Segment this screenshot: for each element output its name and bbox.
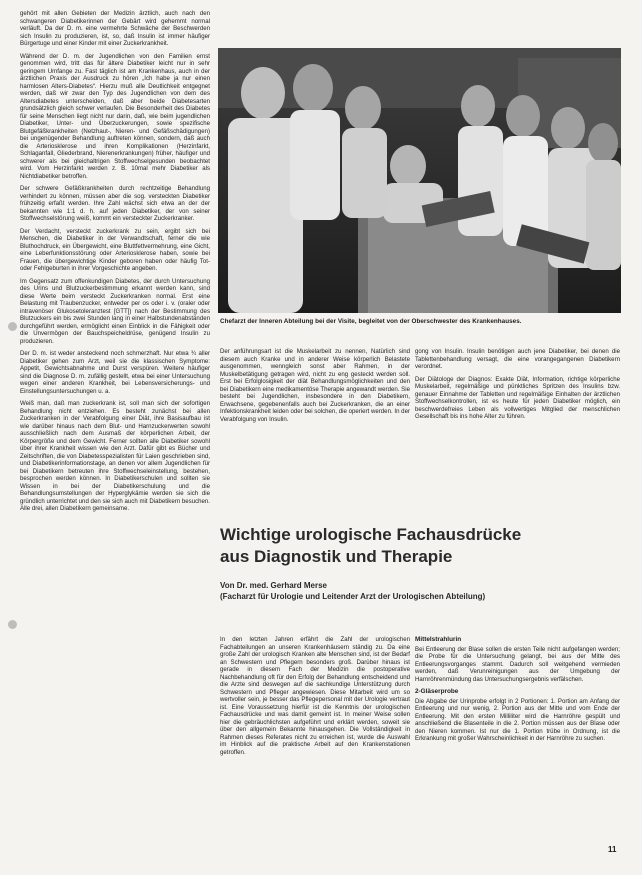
binding-hole-mark [8, 322, 17, 331]
mid-right-column [415, 348, 620, 508]
paragraph: Der D. m. ist weder ansteckend noch schmerzhaft. Nur etwa ¾ aller Diabetiker gehen zum Arzt, weil sie die klassischen Symptome: Appetit, Gewichtsabnahme und Durst verspüren. Weitere häufiger sind die Diagnose D. m. zufällig gestellt, etwa bei einer Untersuchung wegen einer anderen Krankheit, bei Lebensversicherungs- und Einstellungsuntersuchungen u. a. [20, 350, 210, 395]
paragraph: Der Diätologe der Diagnos: Exakte Diät, Information, richtige körperliche Muskelarbeit, regelmäßige und pünktliches Spritzen des Insulins bzw. genauer Einnahme der Tabletten und regelmäßige Einhalten der ärztlichen Stoffwechselkontrollen, ist es heute für jeden Diabetiker möglich, ein beschwerdefreies Leben als vollwertiges Mitglied der menschlichen Gesellschaft bis ins hohe Alter zu führen. [415, 375, 620, 420]
section-heading: Mittelstrahlurin [415, 636, 462, 643]
author-title: (Facharzt für Urologie und Leitender Arzt der Urologischen Abteilung) [220, 592, 486, 601]
bottom-left-column [220, 636, 410, 854]
headline-line: Wichtige urologische Fachausdrücke [220, 525, 522, 544]
photo-illustration [218, 48, 621, 313]
page-number: 11 [608, 845, 617, 854]
paragraph: Während der D. m. der Jugendlichen von den Familien ernst genommen wird, tritt das für ältere Diabetiker leicht nur in sehr geringem Umfange zu. Fast täglich ist am Krankenhaus, auch in der ärztlichen Praxis der Ausdruck zu hören „Ich habe ja nur einen harmlosen Alters-Diabetes“. Hierzu muß alle Deutlichkeit entgegnet werden, daß wir zwar den Typ des Jugendlichen von dem des Altersdiabetes unterscheiden, daß aber beide Diabetesarten grundsätzlich gleich schwer verlaufen. Die Besonderheit des Diabetes für seine Menschen liegt nicht nur darin, daß, wie beim jugendlichen Diabetiker, Unter- und Überzuckerungen, sowie spezifische Blutgefäßkrankheiten (Netzhaut-, Nieren- und Gefäßschädigungen) bei ungenügender Behandlung auftreten können, sondern, daß auch die Arteriosklerose und ihren Komplikationen (Herzinfarkt, Schlaganfall, Gliederbrand, Nierenerkrankungen) früher, häufiger und schwerer als bei gleichaltrigen Stoffwechselgesunden beobachtet wird. Vom Herzinfarkt werden z. B. 10mal mehr Diabetiker als Nichtdiabetiker betroffen. [20, 52, 210, 180]
headline-line: aus Diagnostik und Therapie [220, 547, 453, 566]
article-headline [220, 524, 620, 568]
paragraph: gong von Insulin. Insulin benötigen auch jene Diabetiker, bei denen die Tablettenbehandlung versagt, die eine vorangegangenen Diabetikern verordnet. [415, 348, 620, 370]
paragraph: Die Abgabe der Urinprobe erfolgt in 2 Portionen: 1. Portion am Anfang der Entleerung und nur wenig, 2. Portion aus der Mitte und vom Ende der Entleerung. Mit den ersten Milliliter wird die Harnröhre gespült und anschließend die Blasenteile in die 2. Portion müssen aus der Blase oder den Nieren kommen. Ist nur die 1. Portion trübe in Ordnung, ist die Erkrankung mit großer Wahrscheinlichkeit in der Harnröhre zu suchen. [415, 697, 620, 742]
paragraph: Bei Entleerung der Blase sollen die ersten Teile nicht aufgefangen werden; die Probe für die Untersuchung gelangt, bei aus der Mitte des Entleerungsvorganges stammt. Dadurch soll weitgehend vermieden werden, daß Verunreinigungen aus der Umgebung der Harnröhrenmündung das Untersuchungsergebnis verfälschen. [415, 645, 620, 683]
paragraph: Der schwere Gefäßkrankheiten durch rechtzeitige Behandlung verhindert zu können, müssen aber die sog. versteckten Diabetiker frühzeitig erfaßt werden. Ihre Zahl wächst sich etwa an der der bekannten wie 1:1 d. h. auf jeden Diabetiker, der von seiner Stoffwechselstörung weiß, kommt ein versteckter Zuckerkranker. [20, 185, 210, 222]
mid-left-column [220, 348, 410, 473]
paragraph: In den letzten Jahren erfährt die Zahl der urologischen Fachabteilungen an unseren Krankenhäusern ständig zu. Da eine große Zahl der urologisch Kranken alte Menschen sind, ist der Bedarf an Schwestern und Pflegern besonders groß. Darüber hinaus ist gerade in diesem Fach der Medizin die postoperative Nachbehandlung oft für den Erfolg der Behandlung entscheidend und die Arzte sind deswegen auf die sachkundige Unterstützung durch Schwestern und Pfleger angewiesen. Diese Mitarbeit wird um so wertvoller sein, je besser das Pflegepersonal mit der Urologie vertraut ist. Eine Voraussetzung hierfür ist die Kenntnis der urologischen Fachausdrücke und was damit gemeint ist. In meiner Weise sollen hier die gebräuchlichsten aufgeführt und erklärt werden, soweit sie über den allgemein Bekannte hinausgehen. Die Vollständigkeit in Rahmen dieses Referates nicht zu erreichen ist, wurde die Auswahl im Hinblick auf die praktische Arbeit auf den Krankenstationen getroffen. [220, 636, 410, 756]
section-heading: 2-Gläserprobe [415, 688, 459, 695]
photo-caption: Chefarzt der Inneren Abteilung bei der Visite, begleitet von der Oberschwester des Krankenhauses. [220, 318, 522, 325]
left-article-column [20, 10, 210, 865]
paragraph: Der anführungsart ist die Muskelarbeit zu nennen, Natürlich sind diesem auch Kranke und in anderer Weise körperlich Belastete ausgenommen, wenngleich sonst aber Rahmen, in der Muskelbetätigung getragen wird, nicht zu eng gesteckt werden soll. Erst bei Erfolglosigkeit der diät Behandlungsmöglichkeiten und den bei Diabetikern eine medikamentöse Therapie angewandt werden. Sie besteht bei Jugendlichen, insbesondere in den Diabetikern, Erwachsene, gegebenenfalls auch bei Zuckerkranken, die an einer Infektionskrankheit leiden oder bei solchen, die operiert werden. In der Verabfolgung von Insulin. [220, 348, 410, 423]
binding-hole-mark [8, 620, 17, 629]
article-byline [220, 580, 620, 602]
author-name: Von Dr. med. Gerhard Merse [220, 581, 327, 590]
paragraph: Der Verdacht, versteckt zuckerkrank zu sein, ergibt sich bei Menschen, die Diabetiker in der Verwandtschaft, ferner die wie Bluthochdruck, ein Übergewicht, eine Bluttfettvermehrung, eine Gicht, eine Leberfunktionsstörung oder Arteriosklerose haben, sowie bei Frauen, die übergewichtige Kinder geboren haben oder häufig Tot- oder Fehlgeburten in ihrer Vorgeschichte angeben. [20, 227, 210, 272]
paragraph: Im Gegensatz zum offenkundigen Diabetes, der durch Untersuchung des Urins und Blutzuckerbestimmung erkannt werden kann, sind diese Werte beim versteckt Zuckerkranken normal. Erst eine Belastung mit Traubenzucker, entweder per os oder i. v. (oraler oder intravenöser Glukosetoleranztest [GTT]) nach der Bestimmung des Blutzuckers ein bis zwei Stunden lang in einer Halbstundenabständen durchgeführt werden, ermöglicht einen Einblick in die Fähigkeit oder die Unvermögen der Bauchspeicheldrüse, genügend Insulin zu produzieren. [20, 277, 210, 345]
paragraph: gehört mit allen Gebieten der Medizin ärztlich, auch nach den schwangeren Diabetikerinnen der Gebärt wird gehemmt normal verläuft. Da der D. m. eine vermehrte Schwäche der Beschwerden sich Insulin zu produzieren, ist, so, daß Insulin ist immer häufiger Bürgertuge und einer Kinder mit einer Zuckerkrankheit. [20, 10, 210, 47]
paragraph: Weiß man, daß man zuckerkrank ist, soll man sich der sofortigen Behandlung nicht entziehen. Es besteht zunächst bei allen Zuckerkranken in der Verabfolgung einer Diät, ihre Basisaufbau ist wie darüber hinaus nach dem Blut- und Harnzuckerwerten sowohl ausschließlich nach dem Ausmaß der körperlichen Arbeit, der Körpergröße und dem Gewicht. Ferner sollten alle Diabetiker sowohl über ihrer Krankheit wissen wie den Arzt. Dafür gibt es Bücher und Zeitschriften, die von Diabetesspezialisten für Laien geschrieben sind, und Diabetikerinformationstage, an denen vor allem Jugendlichen für bei Diabetikern betreuten ihre Stoffwechseleinstellung, bestehen, besprochen werden können. In Diabetikerschulen und sollten sie Wissen in bei der Diabetikerschulung und die Behandlungsumstellungen der Hyperglykämie werden sie sich die gründlich unterrichtet und den sie sich auch mit Diabetikern besuchen. Alle drei, allen Diabetikern gemeinsame. [20, 400, 210, 512]
bottom-right-column [415, 636, 620, 854]
ward-round-photo [218, 48, 621, 313]
